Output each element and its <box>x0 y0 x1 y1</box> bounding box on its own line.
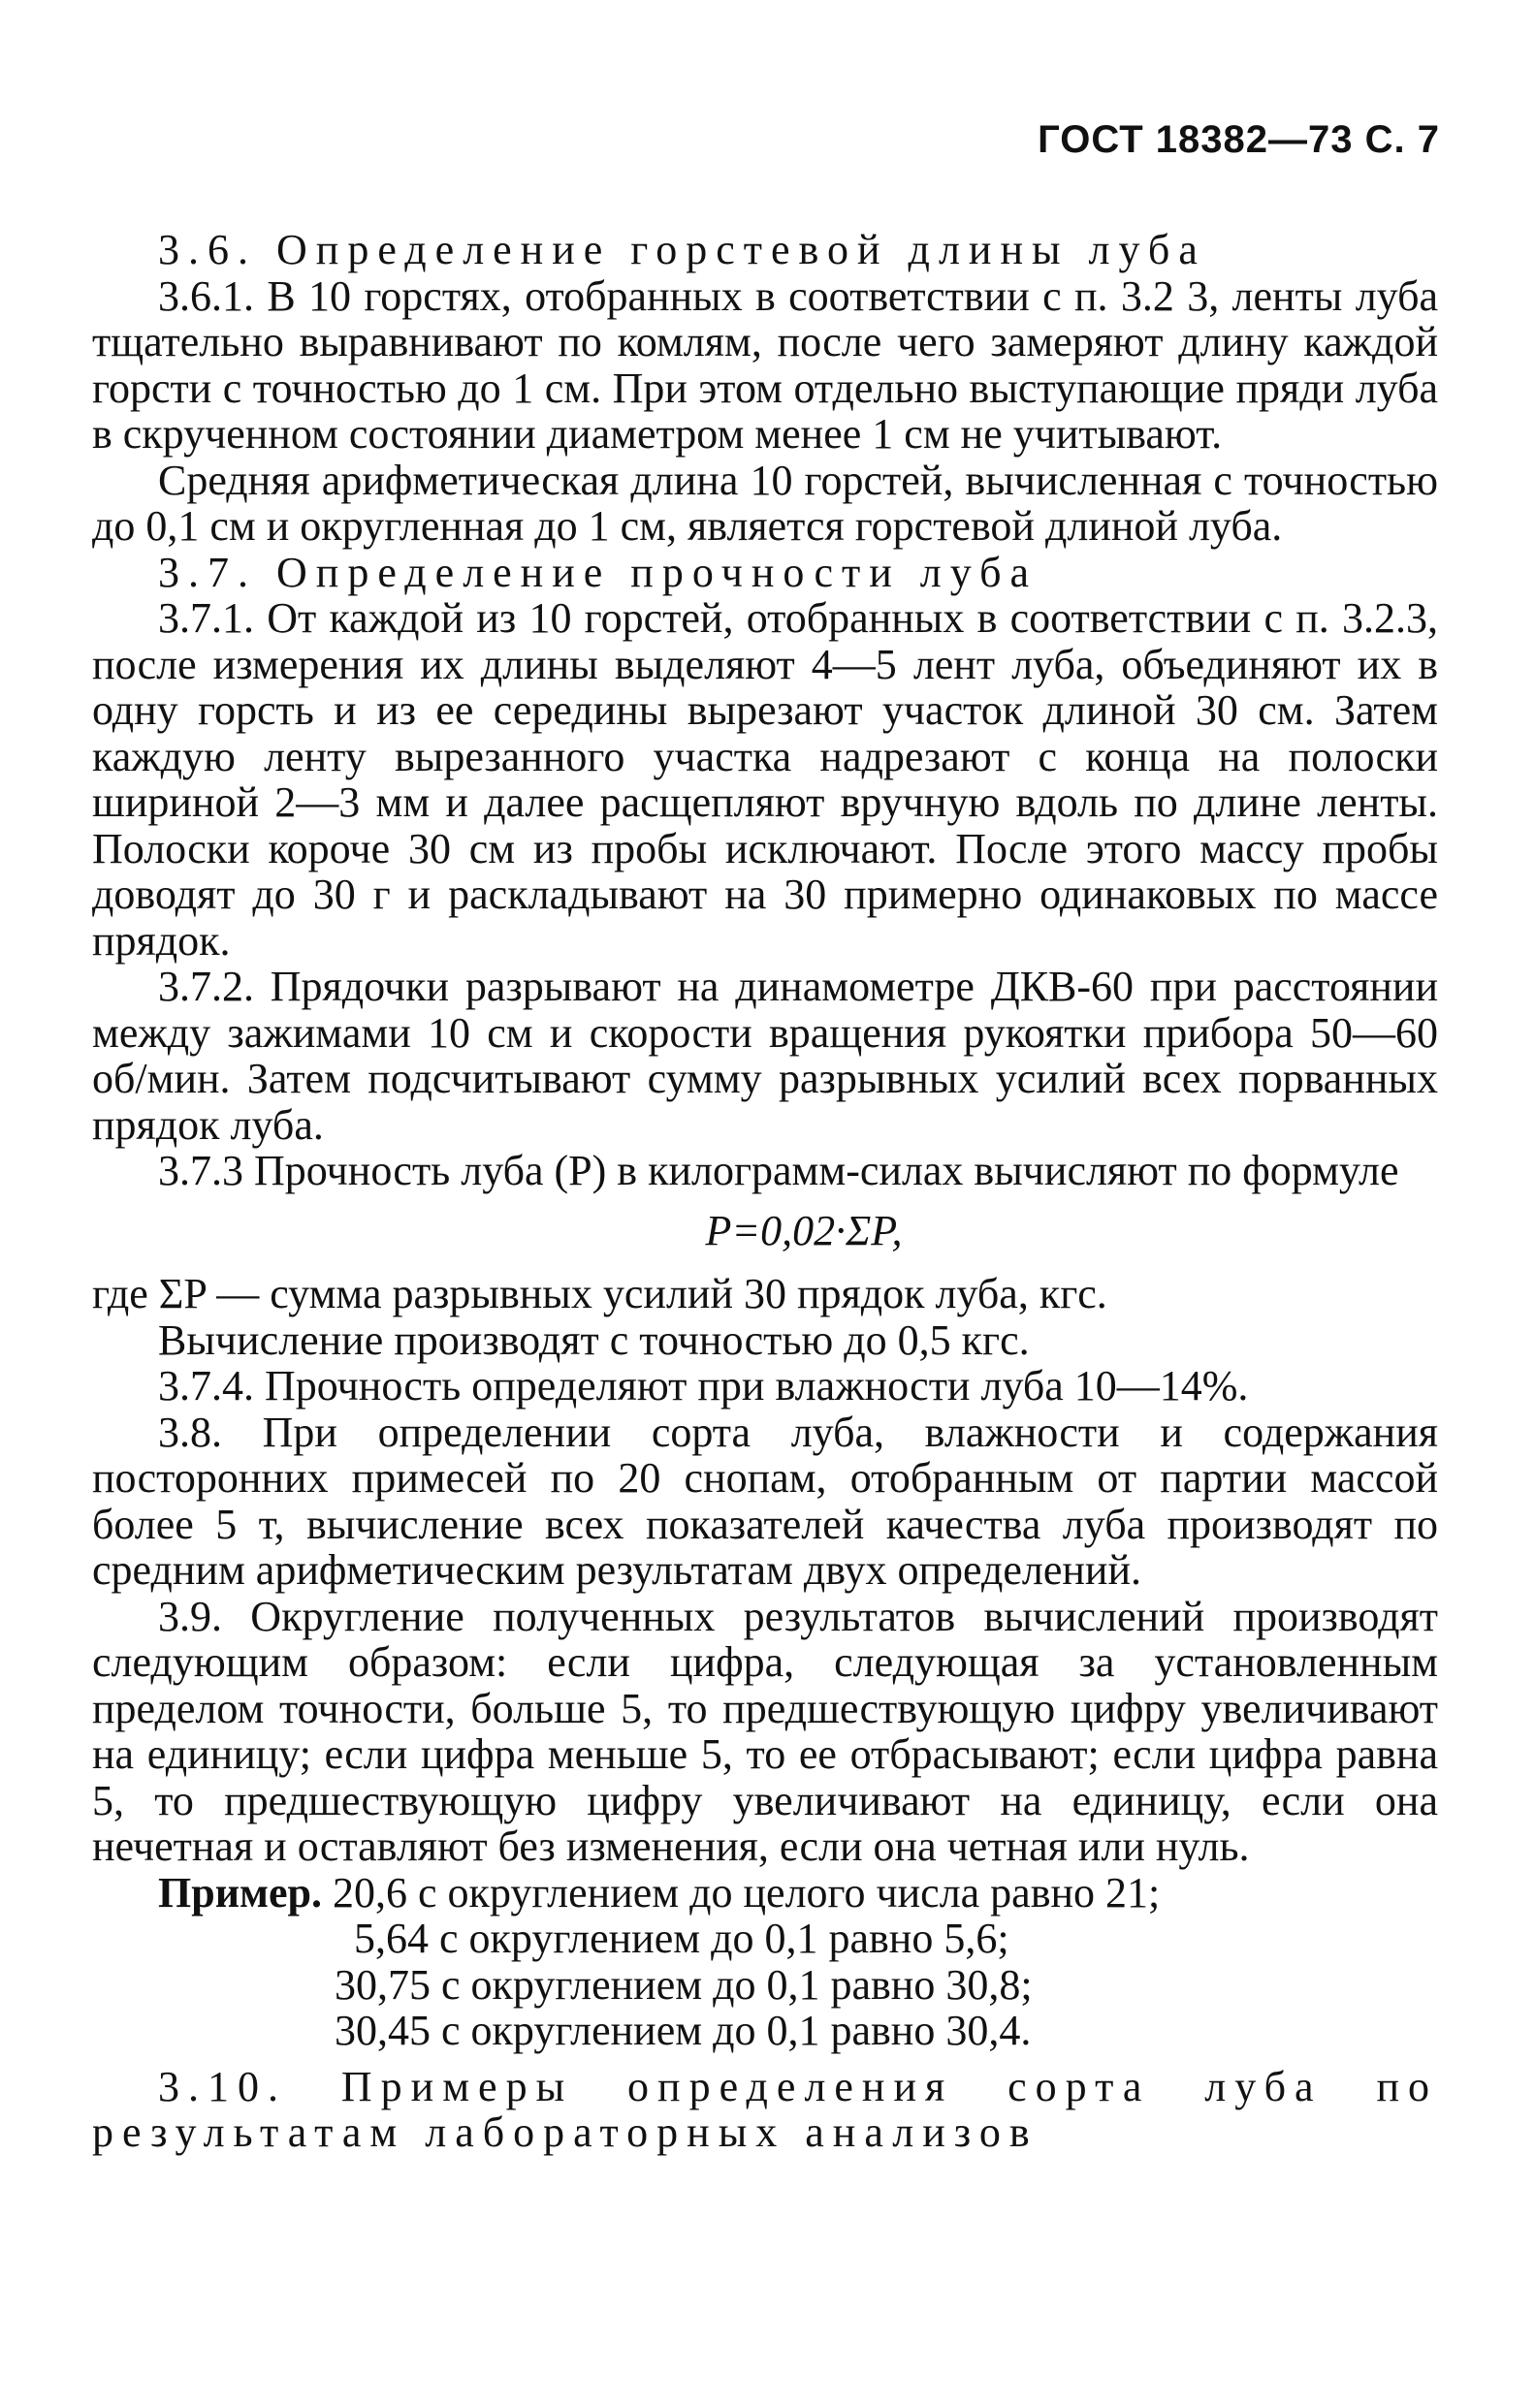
paragraph-3-7-2: 3.7.2. Прядочки разрывают на динамометре ДКВ-60 при расстоянии между зажимами 10 см и скорости вращения рукоятки прибора 50—60 об/мин. Затем подсчитывают сумму разрывных усилий всех порванных прядок луба. <box>92 963 1438 1149</box>
document-body <box>92 227 1438 2156</box>
precision-note: Вычисление производят с точностью до 0,5 кгс. <box>158 1315 1030 1364</box>
paragraph-3-6-1-cont: Средняя арифметическая длина 10 горстей, вычисленная с точностью до 0,1 см и округленная до 1 см, является горстевой длиной луба. <box>92 456 1438 550</box>
paragraph-3-7-4: 3.7.4. Прочность определяют при влажности луба 10—14%. <box>158 1362 1249 1410</box>
paragraph-3-6-1: 3.6.1. В 10 горстях, отобранных в соответствии с п. 3.2 3, ленты луба тщательно выравнивают по комлям, после чего замеряют длину каждой горсти с точностью до 1 см. При этом отдельно выступающие пряди луба в скрученном состоянии диаметром менее 1 см не учитывают. <box>92 271 1438 458</box>
document-header: ГОСТ 18382—73 С. 7 <box>1038 118 1440 161</box>
section-3-6-heading: 3.6. Определение горстевой длины луба <box>158 226 1206 273</box>
section-3-7-heading: 3.7. Определение прочности луба <box>158 548 1039 596</box>
example-text: 20,6 с округлением до целого числа равно 21; <box>333 1868 1161 1917</box>
paragraph-3-7-1: 3.7.1. От каждой из 10 горстей, отобранных в соответствии с п. 3.2.3, после измерения их длины выделяют 4—5 лент луба, объединяют их в одну горсть и из ее середины вырезают участок длиной 30 см. Затем каждую ленту вырезанного участка надрезают с конца на полоски шириной 2—3 мм и далее расщепляют вручную вдоль по длине ленты. Полоски короче 30 см из пробы исключают. После этого массу пробы доводят до 30 г и раскладывают на 30 примерно одинаковых по массе прядок. <box>92 594 1438 965</box>
paragraph-3-9: 3.9. Округление полученных результатов вычислений производят следующим образом: если цифра, следующая за установленным пределом точности, больше 5, то предшествующую цифру увеличивают на единицу; если цифра меньше 5, то ее отбрасывают; если цифра равна 5, то предшествующую цифру увеличивают на единицу, если она нечетная и оставляют без изменения, если она четная или нуль. <box>92 1592 1438 1870</box>
paragraph-3-8: 3.8. При определении сорта луба, влажности и содержания посторонних примесей по 20 снопам, отобранным от партии массой более 5 т, вычисление всех показателей качества луба производят по средним арифметическим результатам двух определений. <box>92 1408 1438 1594</box>
rounding-examples <box>92 1870 1438 2054</box>
example-line: 30,75 с округлением до 0,1 равно 30,8; <box>335 1960 1033 2009</box>
example-line: 30,45 с округлением до 0,1 равно 30,4. <box>335 2007 1032 2054</box>
paragraph-3-7-3: 3.7.3 Прочность луба (P) в килограмм-силах вычисляют по формуле <box>158 1147 1399 1194</box>
example-line: 5,64 с округлением до 0,1 равно 5,6; <box>354 1915 1009 1962</box>
formula-explanation: где ΣP — сумма разрывных усилий 30 прядок луба, кгс. <box>92 1270 1107 1317</box>
section-3-10-heading: 3.10. Примеры определения сорта луба по результатам лабораторных анализов <box>92 2062 1438 2156</box>
example-label: Пример. <box>158 1868 323 1917</box>
strength-formula: P=0,02·ΣP, <box>705 1206 903 1254</box>
example-line <box>92 1870 1438 1917</box>
